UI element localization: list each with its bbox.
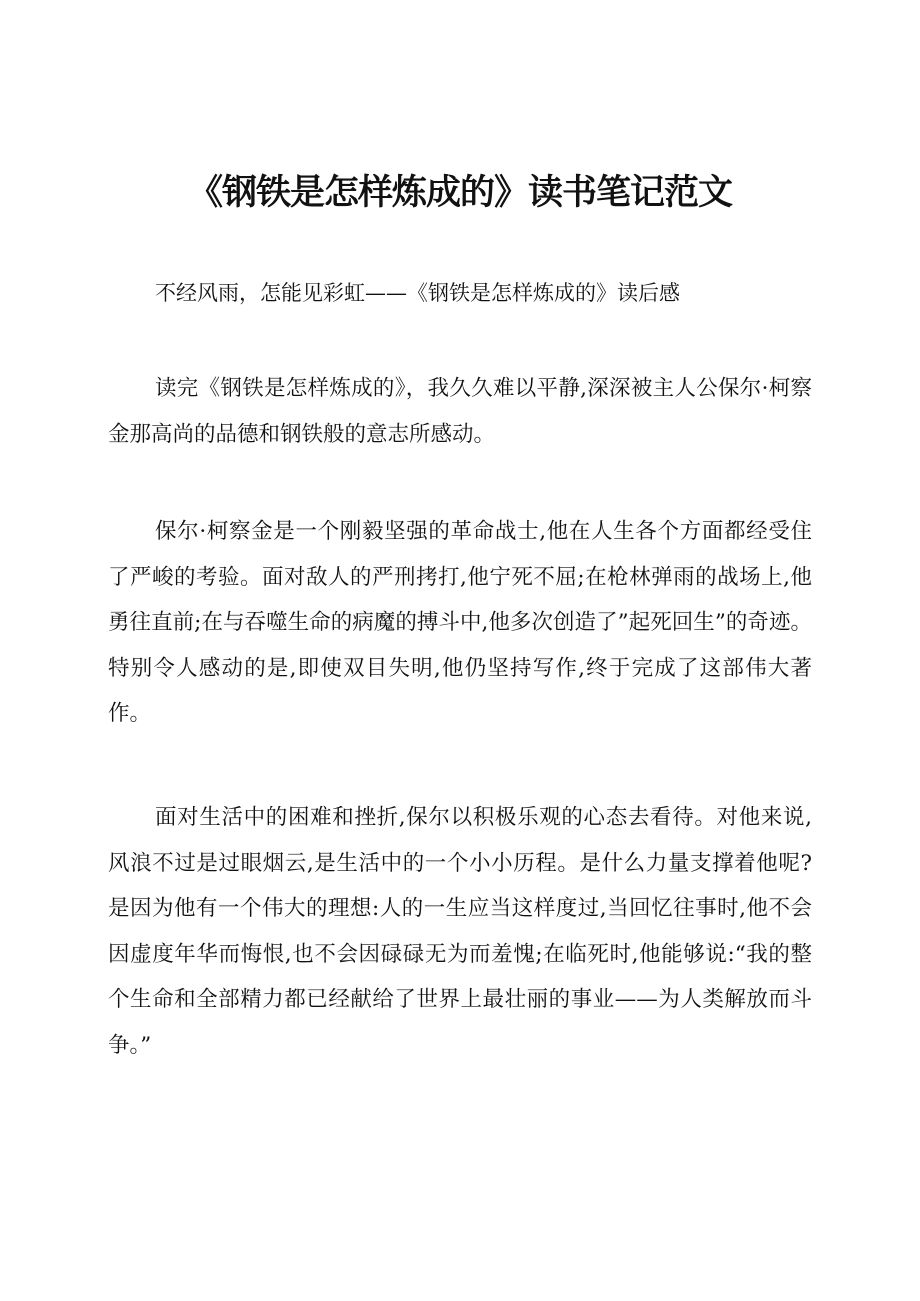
- paragraph-1: 读完《钢铁是怎样炼成的》，我久久难以平静,深深被主人公保尔·柯察金那高尚的品德和钢铁般的意志所感动。: [108, 376, 812, 447]
- paragraph-2: 保尔·柯察金是一个刚毅坚强的革命战士,他在人生各个方面都经受住了严峻的考验。面对敌人的严刑拷打,他宁死不屈;在枪林弹雨的战场上,他勇往直前;在与吞噬生命的病魔的搏斗中,他多次创造了”起死回生”的奇迹。特别令人感动的是,即使双目失明,他仍坚持写作,终于完成了这部伟大著作。: [108, 519, 812, 726]
- document-title: 《钢铁是怎样炼成的》读书笔记范文: [187, 173, 732, 213]
- document-subtitle: 不经风雨，怎能见彩虹——《钢铁是怎样炼成的》读后感: [155, 281, 680, 305]
- paragraph-3: 面对生活中的困难和挫折,保尔以积极乐观的心态去看待。对他来说,风浪不过是过眼烟云,是生活中的一个小小历程。是什么力量支撑着他呢?是因为他有一个伟大的理想:人的一生应当这样度过,当回忆往事时,他不会因虚度年华而悔恨,也不会因碌碌无为而羞愧;在临死时,他能够说:“我的整个生命和全部精力都已经献给了世界上最壮丽的事业——为人类解放而斗争。”: [108, 805, 812, 1058]
